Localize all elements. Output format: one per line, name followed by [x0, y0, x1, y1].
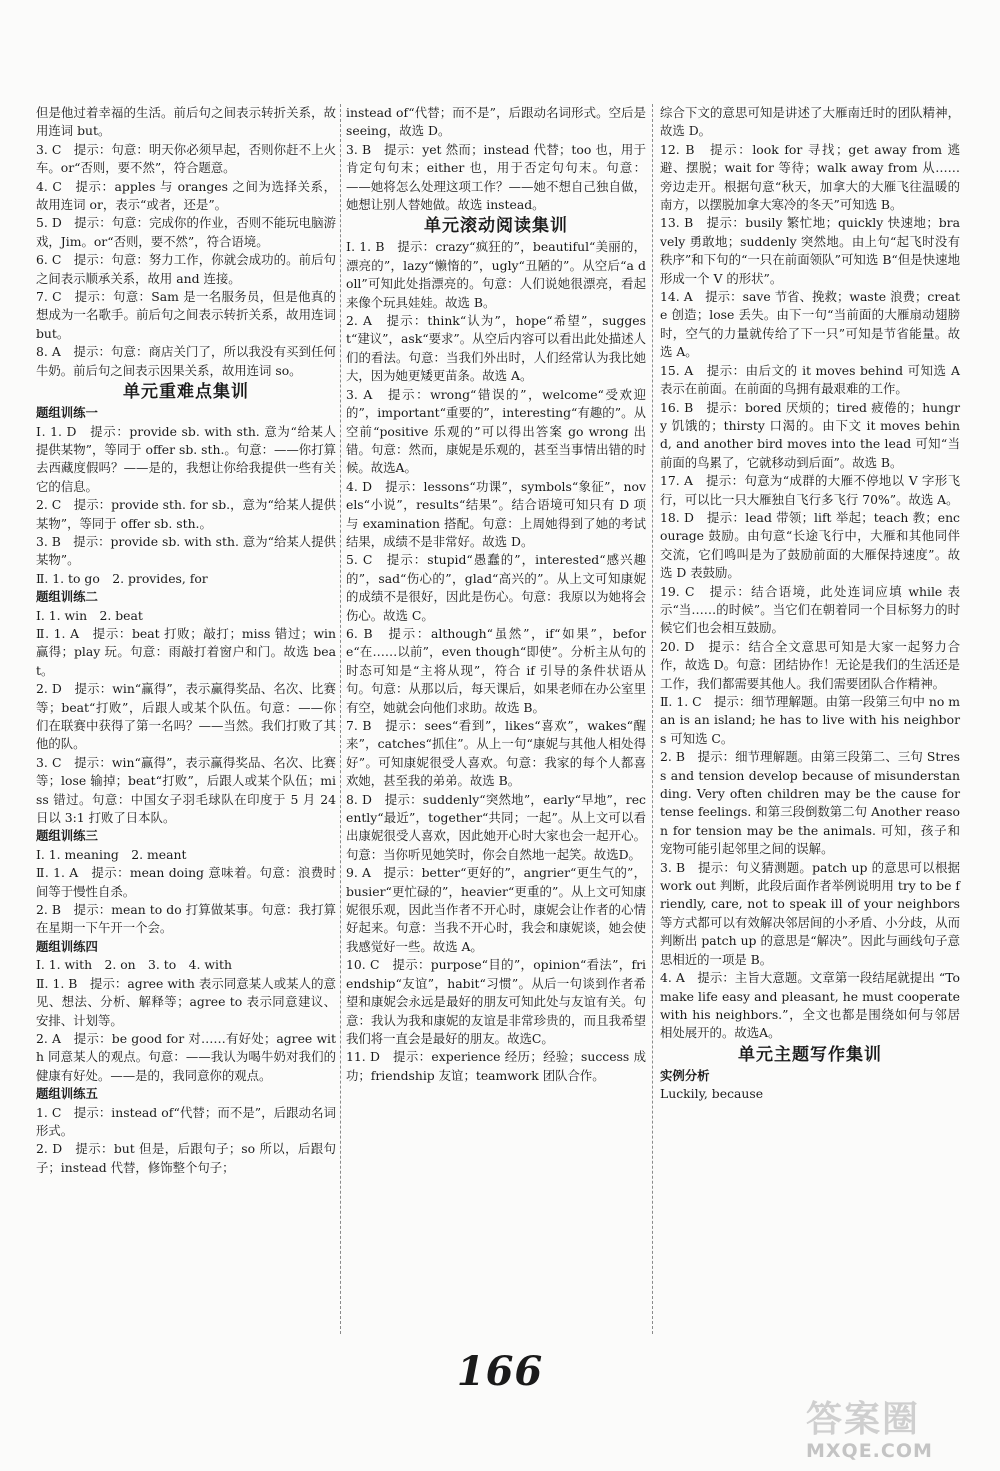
answer-item: 3. B 提示：yet 然而；instead 代替；too 也，用于肯定句句末；either 也，用于否定句句末。句意：——她将怎么处理这项工作？——她不想自己独自做，她想让别人替她做。故选 instead。	[346, 141, 646, 213]
answer-item: Ⅱ. 1. to go 2. provides, for	[36, 570, 208, 586]
answer-item: 2. B 提示：mean to do 打算做某事。句意：我打算在星期一下午开一个会。	[36, 902, 336, 936]
answer-item: 4. A 提示：主旨大意题。文章第一段结尾就提出 “To make life easy and pleasant, he must cooperate with his neighbors.”，全文也都是围绕如何与邻居相处展开的。故选A。	[660, 970, 960, 1041]
answer-item: 4. C 提示：apples 与 oranges 之间为选择关系，故用连词 or，表示“或者，还是”。	[36, 178, 336, 213]
answer-item: 4. D 提示：lessons“功课”，symbols“象征”，novels“小说”，results“结果”。结合语境可知只有 D 项与 examination 搭配。句意：上周她得到了她的考试结果，成绩不是非常好。故选 D。	[346, 478, 646, 549]
group-title: 题组训练四	[36, 938, 98, 954]
answer-item: 5. C 提示：stupid“愚蠢的”，interested“感兴趣的”，sad“伤心的”，glad“高兴的”。从上文可知康妮的成绩不是很好，因此是伤心。句意：我原以为她将会伤心。故选 C。	[346, 552, 646, 623]
answer-item: 17. A 提示：句意为“成群的大雁不停地以 V 字形飞行，可以比一只大雁独自飞行多飞行 70%”。故选 A。	[660, 473, 960, 507]
answer-item: 综合下文的意思可知是讲述了大雁南迁时的团队精神，故选 D。	[660, 105, 960, 139]
answer-item: 2. C 提示：provide sth. for sb.，意为“给某人提供某物”，等同于 offer sb. sth.。	[36, 497, 336, 531]
answer-item: 1. C 提示：instead of“代替；而不是”，后跟动名词形式。	[36, 1104, 336, 1138]
answer-item: 7. C 提示：句意：Sam 是一名服务员，但是他真的想成为一名歌手。前后句之间表示转折关系，故用连词 but。	[36, 289, 336, 341]
answer-item: 14. A 提示：save 节省、挽救；waste 浪费；create 创造；lose 丢失。由下一句“当前面的大雁扇动翅膀时，空气的力量就传给了下一只”可知是节省能量。故选 A。	[660, 289, 960, 360]
answer-item: 3. B 提示：句义猜测题。patch up 的意思可以根据 work out 判断，此段后面作者举例说明用 try to be friendly, care, not to speak ill of your neighbors 等方式都可以有效解决邻居间的小矛盾、小分歧，从而判断出 patch up 的意思是“解决”。因此与画线句子意思相近的一项是 B。	[660, 859, 960, 967]
group-title: 题组训练二	[36, 589, 98, 605]
column-left	[36, 104, 336, 1177]
column-divider	[340, 104, 341, 1334]
answer-item: 2. A 提示：be good for 对……有好处；agree with 同意某人的观点。句意：——我认为喝牛奶对我们的健康有好处。——是的，我同意你的观点。	[36, 1030, 336, 1083]
group-title: 题组训练一	[36, 405, 98, 421]
answer-item: 2. D 提示：win“赢得”，表示赢得奖品、名次、比赛等；beat“打败”，后跟人或某个队伍。句意：——你们在联赛中获得了第一名吗？——当然。我们打败了其他的队。	[36, 681, 336, 752]
answer-item: 12. B 提示：look for 寻找；get away from 逃避、摆脱；wait for 等待；walk away from 从……旁边走开。根据句意“秋天，加拿大的大雁飞往温暖的南方，以摆脱加拿大寒冷的冬天”可知选 B。	[660, 141, 960, 213]
answer-item: instead of“代替；而不是”，后跟动名词形式。空后是 seeing，故选 D。	[346, 105, 646, 139]
section-title: 单元主题写作集训	[738, 1044, 882, 1065]
subsection-title: 实例分析	[660, 1067, 710, 1083]
answer-item: Ⅰ. 1. with 2. on 3. to 4. with	[36, 957, 232, 973]
answer-item: 6. C 提示：句意：努力工作，你就会成功的。前后句之间表示顺承关系，故用 and 连接。	[36, 252, 336, 286]
watermark	[806, 1400, 986, 1466]
answer-item: 9. A 提示：better“更好的”，angrier“更生气的”，busier“更忙碌的”，heavier“更重的”。从上文可知康妮很乐观，因此当作者不开心时，康妮会让作者的心情好起来。句意：当我不开心时，我会和康妮谈，她会使我感觉好一些。故选 A。	[346, 865, 646, 954]
watermark-logo: 答案圈	[806, 1399, 921, 1440]
group-title: 题组训练五	[36, 1086, 98, 1102]
answer-item: 11. D 提示：experience 经历；经验；success 成功；friendship 友谊；teamwork 团队合作。	[346, 1049, 646, 1083]
answer-item: 2. A 提示：think“认为”，hope“希望”，suggest“建议”，ask“要求”。从空后内容可以看出此处描述人们的看法。句意：当我们外出时，人们经常认为我比她大，因为她更矮更苗条。故选 A。	[346, 313, 646, 384]
column-middle	[346, 104, 646, 1085]
answer-item: 19. C 提示：结合语境，此处连词应填 while 表示“当……的时候”。当它们在朝着同一个目标努力的时候它们也会相互鼓励。	[660, 583, 960, 636]
answer-item: Ⅱ. 1. A 提示：beat 打败；敲打；miss 错过；win 赢得；play 玩。句意：雨敲打着窗户和门。故选 beat。	[36, 625, 336, 678]
answer-item: Ⅰ. 1. D 提示：provide sb. with sth. 意为“给某人提供某物”，等同于 offer sb. sth.。句意：——你打算去西藏度假吗？——是的，我想让你给我提供一些有关它的信息。	[36, 423, 336, 494]
watermark-url: MXQE.COM	[806, 1440, 933, 1462]
section-title: 单元滚动阅读集训	[424, 216, 568, 237]
answer-item: 16. B 提示：bored 厌烦的；tired 疲倦的；hungry 饥饿的；thirsty 口渴的。由下文 it moves behind, and another bird moves into the lead 可知“当前面的鸟累了，它就移动到后面”。故选 B。	[660, 399, 960, 470]
answer-item: 3. A 提示：wrong“错误的”，welcome“受欢迎的”，important“重要的”，interesting“有趣的”。从空前“positive 乐观的”可以得出答案 go wrong 出错。句意：然而，康妮是乐观的，甚至当事情出错的时候。故选A。	[346, 386, 646, 476]
answer-item: 5. D 提示：句意：完成你的作业，否则不能玩电脑游戏，Jim。or“否则，要不然”，符合语境。	[36, 215, 336, 249]
answer-item: 8. D 提示：suddenly“突然地”，early“早地”，recently“最近”，together“共同；一起”。从上文可以看出康妮很受人喜欢，因此她开心时大家也会一起开心。句意：当你听见她笑时，你会自然地一起笑。故选D。	[346, 791, 646, 862]
answer-item: 2. D 提示：but 但是，后跟句子；so 所以，后跟句子；instead 代替，修饰整个句子；	[36, 1141, 336, 1175]
answer-item: Ⅱ. 1. C 提示：细节理解题。由第一段第三句中 no man is an island; he has to live with his neighbors 可知选 C。	[660, 694, 960, 746]
answer-item: 10. C 提示：purpose“目的”，opinion“看法”，friendship“友谊”，habit“习惯”。从后一句谈到作者希望和康妮会永远是最好的朋友可知此处与友谊有关。句意：我认为我和康妮的友谊是非常珍贵的，而且我希望我们将一直会是最好的朋友。故选C。	[346, 957, 646, 1046]
answer-item: 3. C 提示：win“赢得”，表示赢得奖品、名次、比赛等；lose 输掉；beat“打败”，后跟人或某个队伍；miss 错过。句意：中国女子羽毛球队在印度于 5 月 24 日以 3:1 打败了日本队。	[36, 754, 336, 826]
answer-item: 6. B 提示：although“虽然”，if“如果”，before“在……以前”，even though“即使”。分析主从句的时态可知是“主将从现”，符合 if 引导的条件状语从句。句意：从那以后，每天课后，如果老师在办公室里有空，她就会向他们求助。故选 B。	[346, 625, 646, 715]
answer-item: 3. B 提示：provide sb. with sth. 意为“给某人提供某物”。	[36, 533, 336, 568]
answer-item: Ⅰ. 1. win 2. beat	[36, 607, 143, 623]
group-title: 题组训练三	[36, 828, 98, 844]
section-title: 单元重难点集训	[123, 382, 249, 403]
column-right	[660, 104, 960, 1104]
answer-item: Luckily, because	[660, 1086, 764, 1102]
answer-item: 2. B 提示：细节理解题。由第三段第二、三句 Stress and tension develop because of misunderstanding. Very often children may be the cause for tense feelings. 和第三段倒数第二句 Another reason for tension may be the animals. 可知，孩子和宠物可能引起邻里之间的误解。	[660, 749, 960, 857]
answer-item: 7. B 提示：sees“看到”，likes“喜欢”，wakes“醒来”，catches“抓住”。从上一句“康妮与其他人相处得好”。可知康妮很受人喜欢。句意：我家的每个人都喜欢她，甚至我的弟弟。故选 B。	[346, 718, 646, 789]
answer-item: 20. D 提示：结合全文意思可知是大家一起努力合作，故选 D。句意：团结协作！无论是我们的生活还是工作，我们都需要其他人。我们需要团队合作精神。	[660, 638, 960, 691]
answer-item: 13. B 提示：busily 繁忙地；quickly 快速地；bravely 勇敢地；suddenly 突然地。由上句“起飞时没有秩序”和下句的“一只在前面领队”可知选 B“但是快速地形成一个 V 的形状”。	[660, 215, 960, 286]
answer-item: 18. D 提示：lead 带领；lift 举起；teach 教；encourage 鼓励。由句意“长途飞行中，大雁和其他同伴交流，它们鸣叫是为了鼓励前面的大雁保持速度”。故选 D 表鼓励。	[660, 509, 960, 581]
answer-item: Ⅰ. 1. B 提示：crazy“疯狂的”，beautiful“美丽的，漂亮的”，lazy“懒惰的”，ugly“丑陋的”。从空后“a doll”可知此处指漂亮的。句意：人们说她很漂亮，看起来像个玩具娃娃。故选 B。	[346, 239, 646, 310]
answer-item: 15. A 提示：由后文的 it moves behind 可知选 A 表示在前面。在前面的鸟拥有最艰难的工作。	[660, 362, 960, 397]
answer-item: 但是他过着幸福的生活。前后句之间表示转折关系，故用连词 but。	[36, 105, 336, 139]
answer-item: Ⅰ. 1. meaning 2. meant	[36, 846, 187, 862]
column-divider	[652, 104, 653, 1334]
answer-item: 8. A 提示：句意：商店关门了，所以我没有买到任何牛奶。前后句之间表示因果关系，故用连词 so。	[36, 344, 336, 378]
answer-item: Ⅱ. 1. A 提示：mean doing 意味着。句意：浪费时间等于慢性自杀。	[36, 865, 336, 899]
answer-item: Ⅱ. 1. B 提示：agree with 表示同意某人或某人的意见、想法、分析、解释等；agree to 表示同意建议、安排、计划等。	[36, 975, 336, 1028]
answer-item: 3. C 提示：句意：明天你必须早起，否则你赶不上火车。or“否则，要不然”，符合题意。	[36, 141, 336, 176]
page-number: 166	[456, 1348, 544, 1395]
